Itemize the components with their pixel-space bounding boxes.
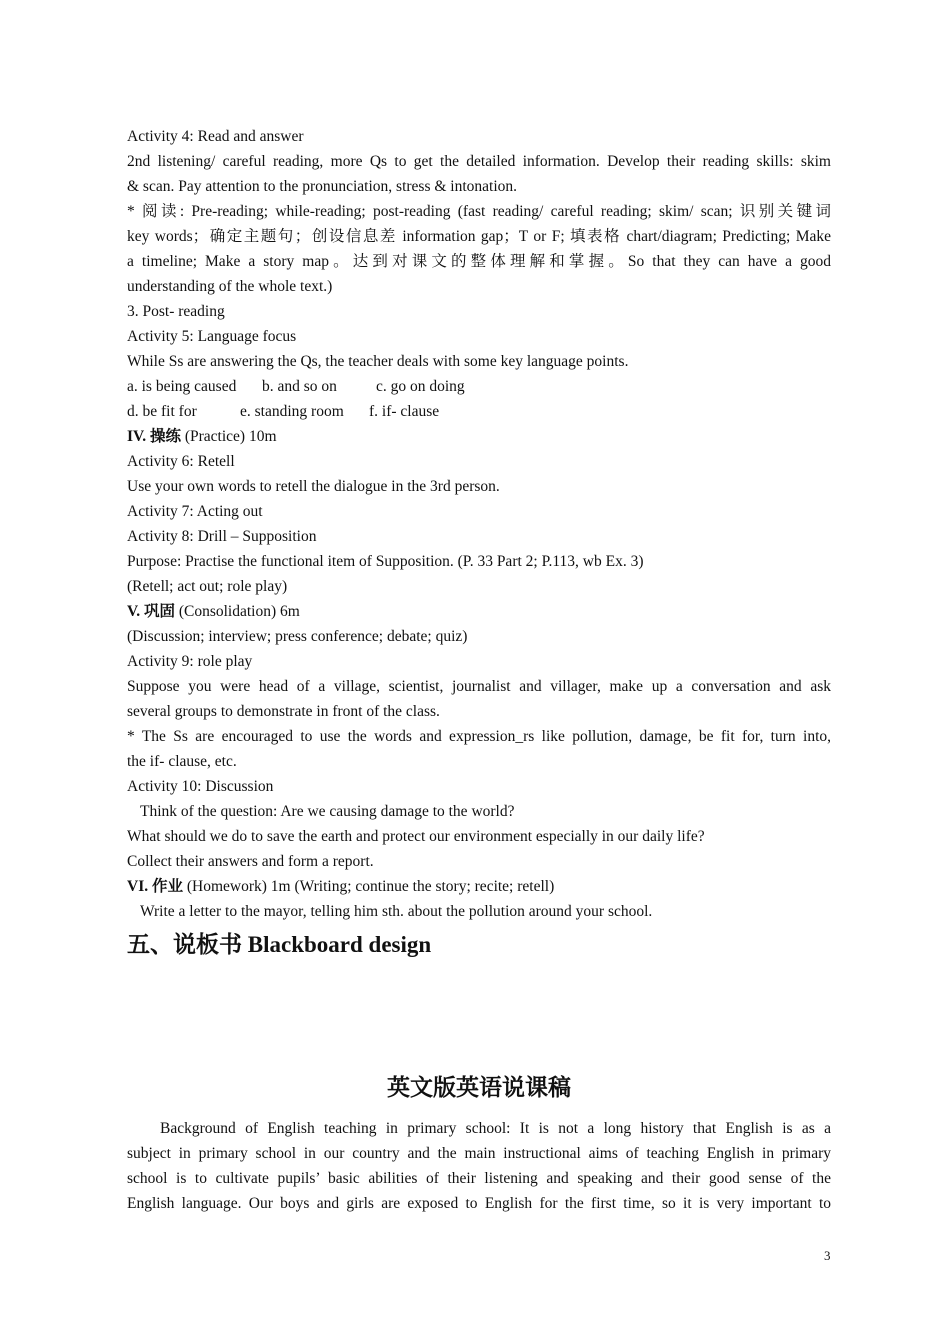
line-listening-a: 2nd listening/ careful reading, more Qs to get the detailed information. Develop their reading skills: skim xyxy=(127,153,831,170)
use-line: Use your own words to retell the dialogue in the 3rd person. xyxy=(127,478,500,495)
activity-10: Activity 10: Discussion xyxy=(127,778,274,795)
activity-7: Activity 7: Acting out xyxy=(127,503,263,520)
while-line: While Ss are answering the Qs, the teacher deals with some key language points. xyxy=(127,353,629,370)
body-line-3: school is to cultivate pupils’ basic abilities of their listening and speaking and their good sense of the xyxy=(127,1170,831,1187)
line-listening-b: & scan. Pay attention to the pronunciation, stress & intonation. xyxy=(127,178,518,195)
point-b: b. and so on xyxy=(262,378,337,395)
what-line: What should we do to save the earth and protect our environment especially in our daily life? xyxy=(127,828,705,845)
point-c: c. go on doing xyxy=(376,378,465,395)
reading-note-2: key words；确定主题句；创设信息差 information gap；T or F; 填表格 chart/diagram; Predicting; Make xyxy=(127,228,831,245)
body-line-2: subject in primary school in our country and the main instructional aims of teaching English in primary xyxy=(127,1145,831,1162)
discussion-types: (Discussion; interview; press conference; debate; quiz) xyxy=(127,628,468,645)
collect-line: Collect their answers and form a report. xyxy=(127,853,374,870)
activity-6: Activity 6: Retell xyxy=(127,453,235,470)
document-page xyxy=(127,124,831,1216)
write-line: Write a letter to the mayor, telling him sth. about the pollution around your school. xyxy=(140,903,653,920)
activity-8: Activity 8: Drill – Supposition xyxy=(127,528,317,545)
reading-note-3: a timeline; Make a story map。达到对课文的整体理解和掌握。So that they can have a good xyxy=(127,253,831,270)
activity-4: Activity 4: Read and answer xyxy=(127,128,304,145)
retell-line: (Retell; act out; role play) xyxy=(127,578,288,595)
reading-note-4: understanding of the whole text.) xyxy=(127,278,333,295)
section-iv-rest: (Practice) 10m xyxy=(180,428,277,445)
reading-note-1: * 阅读: Pre-reading; while-reading; post-reading (fast reading/ careful reading; skim/ scan; 识别关键词 xyxy=(127,203,831,220)
post-reading: 3. Post- reading xyxy=(127,303,225,320)
section-v-head: V. 巩固 xyxy=(127,603,175,620)
body-line-1: Background of English teaching in primary school: It is not a long history that English is as a xyxy=(160,1120,831,1137)
section-v xyxy=(127,599,831,624)
body-line-4: English language. Our boys and girls are exposed to English for the first time, so it is very important to xyxy=(127,1195,831,1212)
point-f: f. if- clause xyxy=(369,403,440,420)
point-d: d. be fit for xyxy=(127,403,197,420)
section-vi xyxy=(127,874,831,899)
point-a: a. is being caused xyxy=(127,378,237,395)
section-iv-head: IV. 操练 xyxy=(127,428,181,445)
section-v-rest: (Consolidation) 6m xyxy=(174,603,300,620)
section-iv xyxy=(127,424,831,449)
document-title: 英文版英语说课稿 xyxy=(387,1075,571,1100)
language-points-row-2 xyxy=(127,399,831,424)
activity-9: Activity 9: role play xyxy=(127,653,253,670)
blank-space xyxy=(127,964,831,1068)
page-number: 3 xyxy=(824,1248,831,1263)
think-line: Think of the question: Are we causing damage to the world? xyxy=(140,803,515,820)
blackboard-heading: 五、说板书 Blackboard design xyxy=(127,932,432,957)
purpose-line: Purpose: Practise the functional item of Supposition. (P. 33 Part 2; P.113, wb Ex. 3) xyxy=(127,553,644,570)
activity-5: Activity 5: Language focus xyxy=(127,328,297,345)
suppose-line-1: Suppose you were head of a village, scientist, journalist and villager, make up a conversation and ask xyxy=(127,678,831,695)
point-e: e. standing room xyxy=(240,403,344,420)
suppose-line-2: several groups to demonstrate in front of the class. xyxy=(127,703,440,720)
encourage-line-2: the if- clause, etc. xyxy=(127,753,237,770)
section-vi-head: VI. 作业 xyxy=(127,878,183,895)
encourage-line-1: * The Ss are encouraged to use the words and expression_rs like pollution, damage, be fit for, turn into, xyxy=(127,728,831,745)
section-vi-rest: (Homework) 1m (Writing; continue the story; recite; retell) xyxy=(182,878,555,895)
language-points-row-1 xyxy=(127,374,831,399)
